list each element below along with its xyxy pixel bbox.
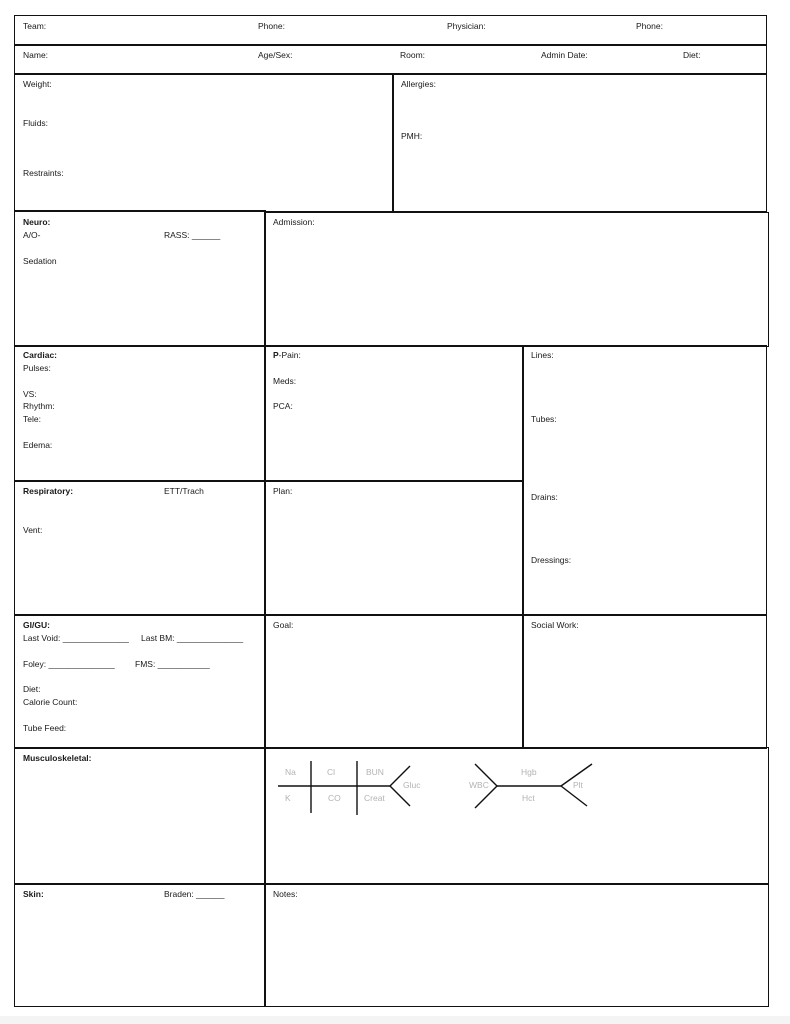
lines-label: Lines:: [531, 350, 554, 360]
pca-label: PCA:: [273, 401, 293, 411]
neuro-title: Neuro:: [23, 217, 51, 227]
name-label: Name:: [23, 50, 49, 60]
pain-box: [264, 345, 524, 482]
pmh-label: PMH:: [401, 131, 423, 141]
edema-label: Edema:: [23, 440, 53, 450]
rass-label: RASS: ______: [164, 230, 221, 240]
vent-label: Vent:: [23, 525, 43, 535]
admin-date-label: Admin Date:: [541, 50, 588, 60]
wbc-label: WBC: [469, 780, 489, 790]
plan-box: [264, 480, 524, 616]
restraints-label: Restraints:: [23, 168, 64, 178]
fluids-label: Fluids:: [23, 118, 49, 128]
cardiac-title: Cardiac:: [23, 350, 58, 360]
meds-label: Meds:: [273, 376, 297, 386]
lines-box: [522, 345, 767, 616]
goal-label: Goal:: [273, 620, 294, 630]
social-work-box: [522, 614, 767, 749]
admission-label: Admission:: [273, 217, 315, 227]
goal-box: [264, 614, 524, 749]
cardiac-box: [14, 345, 266, 482]
pulses-label: Pulses:: [23, 363, 51, 373]
notes-box: [264, 883, 769, 1007]
ett-trach-label: ETT/Trach: [164, 486, 204, 496]
na-label: Na: [285, 767, 296, 777]
admission-box: [264, 212, 769, 347]
social-work-label: Social Work:: [531, 620, 579, 630]
neuro-box: [14, 210, 266, 347]
hct-label: Hct: [522, 793, 535, 803]
physician-label: Physician:: [447, 21, 486, 31]
foley-label: Foley: ______________: [23, 659, 115, 669]
calorie-count-label: Calorie Count:: [23, 697, 78, 707]
ao-label: A/O-: [23, 230, 41, 240]
pain-letter: P: [273, 350, 279, 360]
tubes-label: Tubes:: [531, 414, 557, 424]
sedation-label: Sedation: [23, 256, 57, 266]
skin-title: Skin:: [23, 889, 44, 899]
k-label: K: [285, 793, 291, 803]
gigu-title: GI/GU:: [23, 620, 50, 630]
co-label: CO: [328, 793, 341, 803]
drains-label: Drains:: [531, 492, 558, 502]
gi-diet-label: Diet:: [23, 684, 41, 694]
diet-label: Diet:: [683, 50, 701, 60]
respiratory-title: Respiratory:: [23, 486, 74, 496]
plt-label: Plt: [573, 780, 583, 790]
braden-label: Braden: ______: [164, 889, 225, 899]
weight-label: Weight:: [23, 79, 52, 89]
pain-text: -Pain:: [278, 350, 301, 360]
musculoskeletal-title: Musculoskeletal:: [23, 753, 92, 763]
musculoskeletal-box: [14, 747, 266, 885]
phone-label: Phone:: [258, 21, 285, 31]
notes-label: Notes:: [273, 889, 298, 899]
rhythm-label: Rhythm:: [23, 401, 55, 411]
skin-box: [14, 883, 266, 1007]
fms-label: FMS: ___________: [135, 659, 210, 669]
plan-label: Plan:: [273, 486, 293, 496]
weight-fluids-box: [14, 73, 394, 212]
gluc-label: Gluc: [403, 780, 421, 790]
hgb-label: Hgb: [521, 767, 537, 777]
tube-feed-label: Tube Feed:: [23, 723, 67, 733]
patient-row: [14, 44, 767, 75]
respiratory-box: [14, 480, 266, 616]
cl-label: Cl: [327, 767, 336, 777]
dressings-label: Dressings:: [531, 555, 572, 565]
creat-label: Creat: [364, 793, 385, 803]
bun-label: BUN: [366, 767, 384, 777]
room-label: Room:: [400, 50, 426, 60]
last-void-label: Last Void: ______________: [23, 633, 129, 643]
last-bm-label: Last BM: ______________: [141, 633, 244, 643]
pain-label: [273, 350, 301, 361]
lab-fishbone-diagrams: [264, 747, 769, 885]
physician-phone-label: Phone:: [636, 21, 663, 31]
team-label: Team:: [23, 21, 47, 31]
allergies-label: Allergies:: [401, 79, 436, 89]
tele-label: Tele:: [23, 414, 41, 424]
vs-label: VS:: [23, 389, 37, 399]
age-sex-label: Age/Sex:: [258, 50, 293, 60]
allergies-box: [392, 73, 767, 212]
